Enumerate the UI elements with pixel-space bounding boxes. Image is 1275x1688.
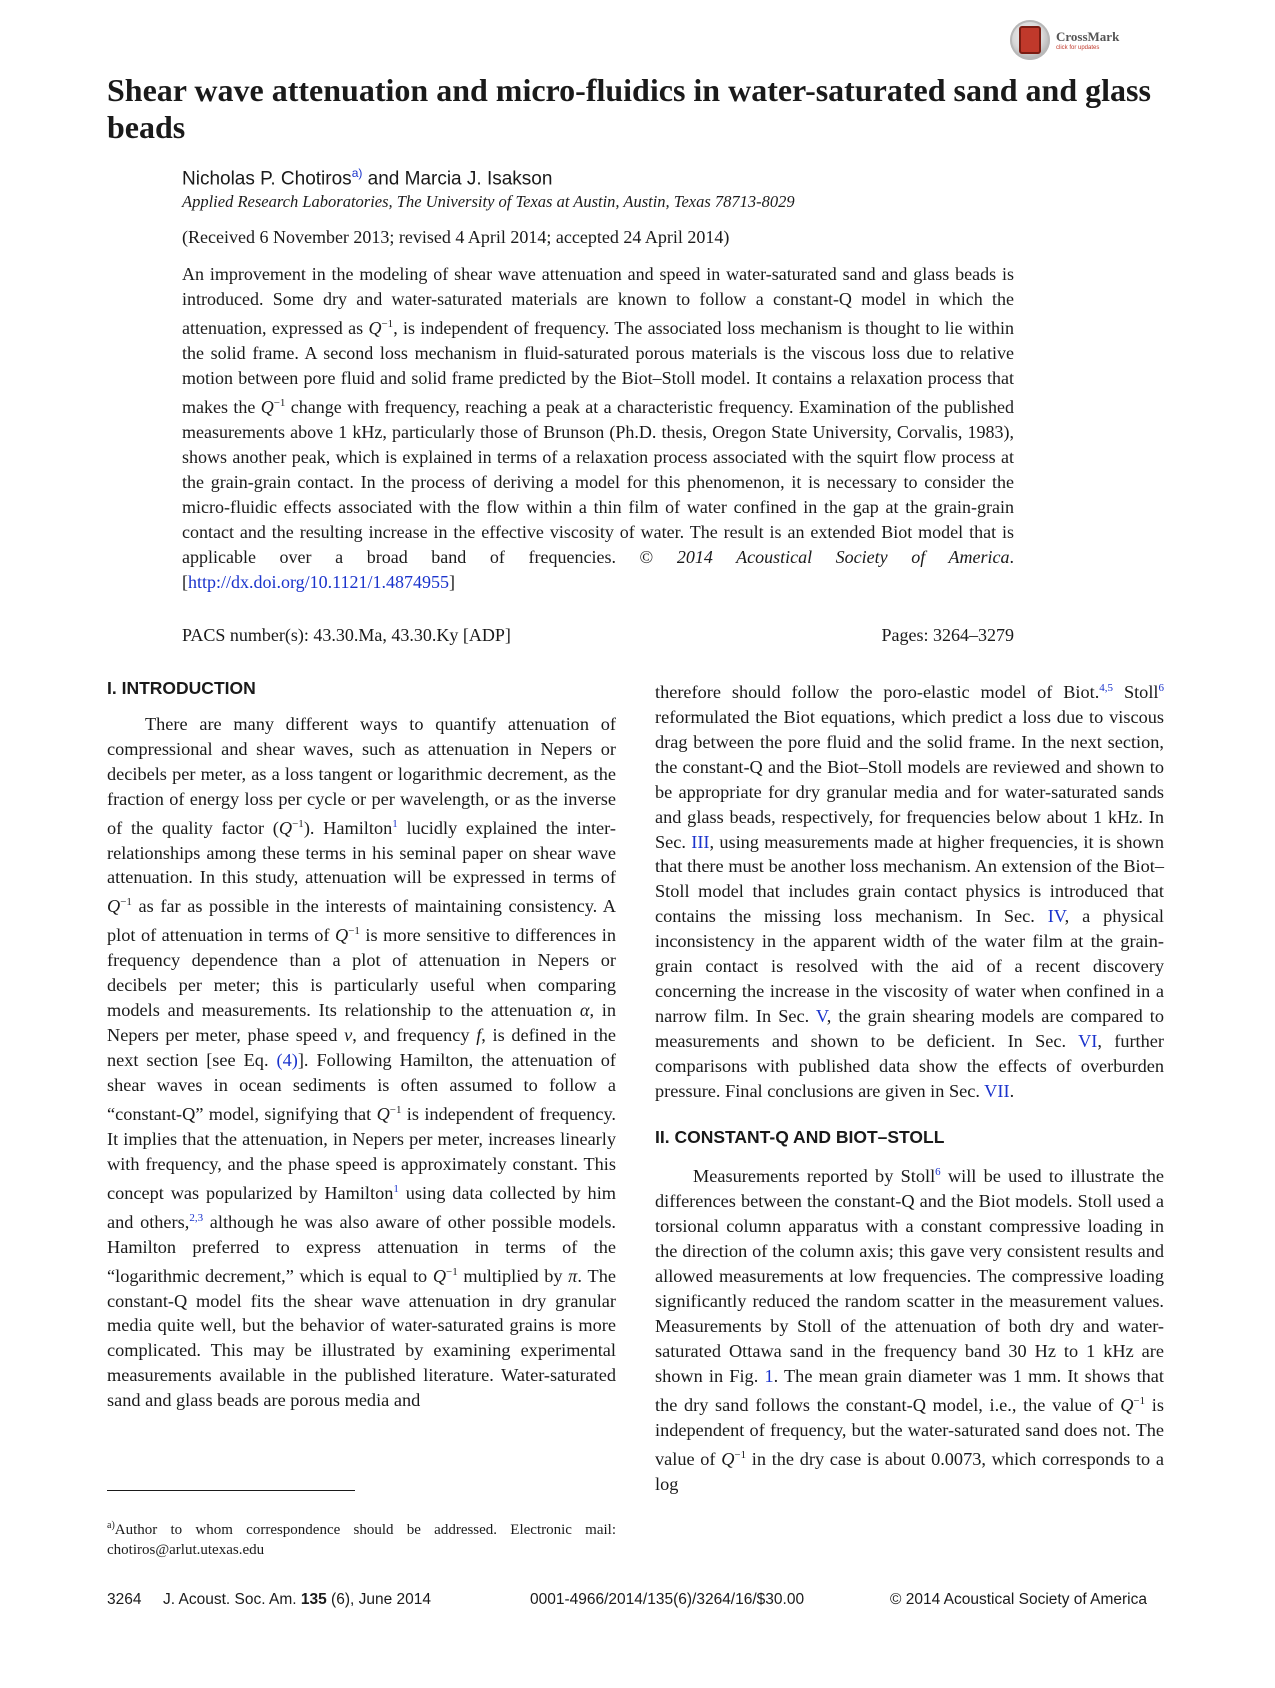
- section-link-iv[interactable]: IV: [1047, 906, 1065, 927]
- ref-link-1[interactable]: 1: [392, 817, 398, 830]
- received-dates: (Received 6 November 2013; revised 4 April 2014; accepted 24 April 2014): [182, 227, 730, 247]
- footer-copyright: © 2014 Acoustical Society of America: [890, 1591, 1147, 1608]
- author-footnote-marker[interactable]: a): [351, 166, 363, 180]
- ref-link-4-5[interactable]: 4,5: [1099, 682, 1114, 694]
- introduction-paragraph: There are many different ways to quantify attenuation of compressional and shear waves, such as attenuation in Nepers or decibels per meter, as a loss tangent or logarithmic decrement, as the fraction of energy loss per cycle or per wavelength, or as the inverse of the quality factor $(Q^{-1})$. Hamilton$^1$ lucidly explained the inter-relationships among these terms in his seminal paper on shear wave attenuation. In this study, attenuation will be expressed in terms of $Q^{-1}$ as far as possible in the interests of maintaining consistency. A plot of attenuation in terms of $Q^{-1}$ is more sensitive to differences in frequency dependence than a plot of attenuation in Nepers or decibels per meter; this is particularly useful when comparing models and measurements. Its relationship to the attenuation α, in Nepers per meter, phase speed v, and frequency f, is defined in the next section [see Eq. (4)]. Following Hamilton, the attenuation of shear waves in ocean sediments is often assumed to follow a “constant-Q” model, signifying that $Q^{-1}$ is independent of frequency. It implies that the attenuation, in Nepers per meter, increases linearly with frequency, and the phase speed is approximately constant. This concept was popularized by Hamilton$^1$ using data collected by him and others,$^{2,3}$ although he was also aware of other possible models. Hamilton preferred to express attenuation in terms of the “logarithmic decrement,” which is equal to $Q^{-1}$ multiplied by π. The constant-Q model fits the shear wave attenuation in dry granular media quite well, but the behavior of water-saturated grains is more complicated. This may be illustrated by examining experimental measurements available in the published literature. Water-saturated sand and glass beads are porous media and: [107, 713, 617, 1411]
- crossmark-label: CrossMark: [1056, 28, 1120, 44]
- right-column: [655, 676, 1164, 1496]
- crossmark-badge[interactable]: [1010, 18, 1130, 62]
- constant-q-paragraph: Measurements reported by Stoll$^6$ will be used to illustrate the differences between the constant-Q and the Biot models. Stoll used a torsional column apparatus with a constant compressive loading in the direction of the column axis; this gave very consistent results and allowed measurements at low frequencies. The compressive loading significantly reduced the random scatter in the measurement values. Measurements by Stoll of the attenuation of both dry and water-saturated Ottawa sand in the frequency band 30 Hz to 1 kHz are shown in Fig. 1. The mean grain diameter was 1 mm. It shows that the dry sand follows the constant-Q model, i.e., the value of $Q^{-1}$ is independent of frequency, but the water-saturated sand does not. The value of $Q^{-1}$ in the dry case is about 0.0073, which corresponds to a log: [655, 1166, 1164, 1494]
- left-column: [107, 676, 616, 1413]
- pacs-numbers: PACS number(s): 43.30.Ma, 43.30.Ky [ADP]: [182, 625, 511, 645]
- doi-link[interactable]: http://dx.doi.org/10.1121/1.4874955: [188, 572, 450, 592]
- crossmark-icon: [1010, 20, 1050, 60]
- ref-link-2-3[interactable]: 2,3: [189, 1211, 204, 1224]
- section-link-vi[interactable]: VI: [1078, 1030, 1098, 1051]
- footer-journal: 3264 J. Acoust. Soc. Am. 135 (6), June 2014: [107, 1591, 432, 1608]
- section-link-vii[interactable]: VII: [984, 1080, 1010, 1101]
- footnote-divider: [107, 1490, 355, 1491]
- section-heading-constant-q: II. CONSTANT-Q AND BIOT–STOLL: [655, 1126, 945, 1147]
- page-number: 3264: [107, 1591, 142, 1608]
- equation-link-4[interactable]: (4): [276, 1049, 298, 1070]
- ref-link-6b[interactable]: 6: [935, 1166, 941, 1179]
- paper-title: Shear wave attenuation and micro-fluidics in water-saturated sand and glass beads: [107, 72, 1151, 145]
- section-heading-introduction: I. INTRODUCTION: [107, 678, 256, 698]
- ref-link-1b[interactable]: 1: [393, 1182, 399, 1195]
- section-link-iii[interactable]: III: [691, 831, 710, 852]
- page-range: Pages: 3264–3279: [881, 625, 1014, 645]
- affiliation: Applied Research Laboratories, The University of Texas at Austin, Austin, Texas 78713-8029: [182, 192, 795, 211]
- volume-number: 135: [300, 1591, 327, 1608]
- ref-link-6[interactable]: 6: [1158, 682, 1164, 694]
- author-footnote: $^{a)}$Author to whom correspondence should be addressed. Electronic mail: chotiros@arlut.utexas.edu: [107, 1520, 616, 1558]
- figure-link-1[interactable]: 1: [764, 1365, 774, 1386]
- introduction-continued: therefore should follow the poro-elastic model of Biot.$^{4,5}$ Stoll$^6$ reformulated the Biot equations, which predict a loss due to viscous drag between the pore fluid and the solid frame. In the next section, the constant-Q and the Biot–Stoll models are reviewed and shown to be appropriate for dry granular media and for water-saturated sands and glass beads, respectively, for frequencies below about 1 kHz. In Sec. III, using measurements made at higher frequencies, it is shown that there must be another loss mechanism. An extension of the Biot–Stoll model that includes grain contact physics is introduced that contains the missing loss mechanism. In Sec. IV, a physical inconsistency in the apparent width of the water film at the grain-grain contact is resolved with the aid of a recent discovery concerning the increase in the viscosity of water when confined in a narrow film. In Sec. V, the grain shearing models are compared to measurements and shown to be deficient. In Sec. VI, further comparisons with published data show the effects of overburden pressure. Final conclusions are given in Sec. VII.: [655, 682, 1165, 1101]
- author-line: [182, 166, 552, 190]
- crossmark-sublabel: click for updates: [1056, 44, 1100, 51]
- section-link-v[interactable]: V: [815, 1005, 827, 1026]
- pacs-line: [182, 625, 1014, 646]
- footer-issn-code: 0001-4966/2014/135(6)/3264/16/$30.00: [530, 1591, 805, 1608]
- abstract-copyright: 2014 Acoustical Society of America: [676, 547, 1010, 567]
- author-isakson: and Marcia J. Isakson: [362, 168, 553, 190]
- author-chotiros: Nicholas P. Chotiros: [182, 168, 352, 190]
- abstract: An improvement in the modeling of shear wave attenuation and speed in water-saturated sand and glass beads is introduced. Some dry and water-saturated materials are known to follow a constant-Q model in which the attenuation, expressed as $Q^{-1}$, is independent of frequency. The associated loss mechanism is thought to lie within the solid frame. A second loss mechanism in fluid-saturated porous materials is the viscous loss due to relative motion between pore fluid and solid frame predicted by the Biot–Stoll model. It contains a relaxation process that makes the $Q^{-1}$ change with frequency, reaching a peak at a characteristic frequency. Examination of the published measurements above 1 kHz, particularly those of Brunson (Ph.D. thesis, Oregon State University, Corvalis, 1983), shows another peak, which is explained in terms of a relaxation process associated with the squirt flow process at the grain-grain contact. In the process of deriving a model for this phenomenon, it is necessary to consider the micro-fluidic effects associated with the flow within a thin film of water confined in the gap at the grain-grain contact and the resulting increase in the effective viscosity of water. The result is an extended Biot model that is applicable over a broad band of frequencies. © 2014 Acoustical Society of America. [http://dx.doi.org/10.1121/1.4874955]: [182, 264, 1015, 592]
